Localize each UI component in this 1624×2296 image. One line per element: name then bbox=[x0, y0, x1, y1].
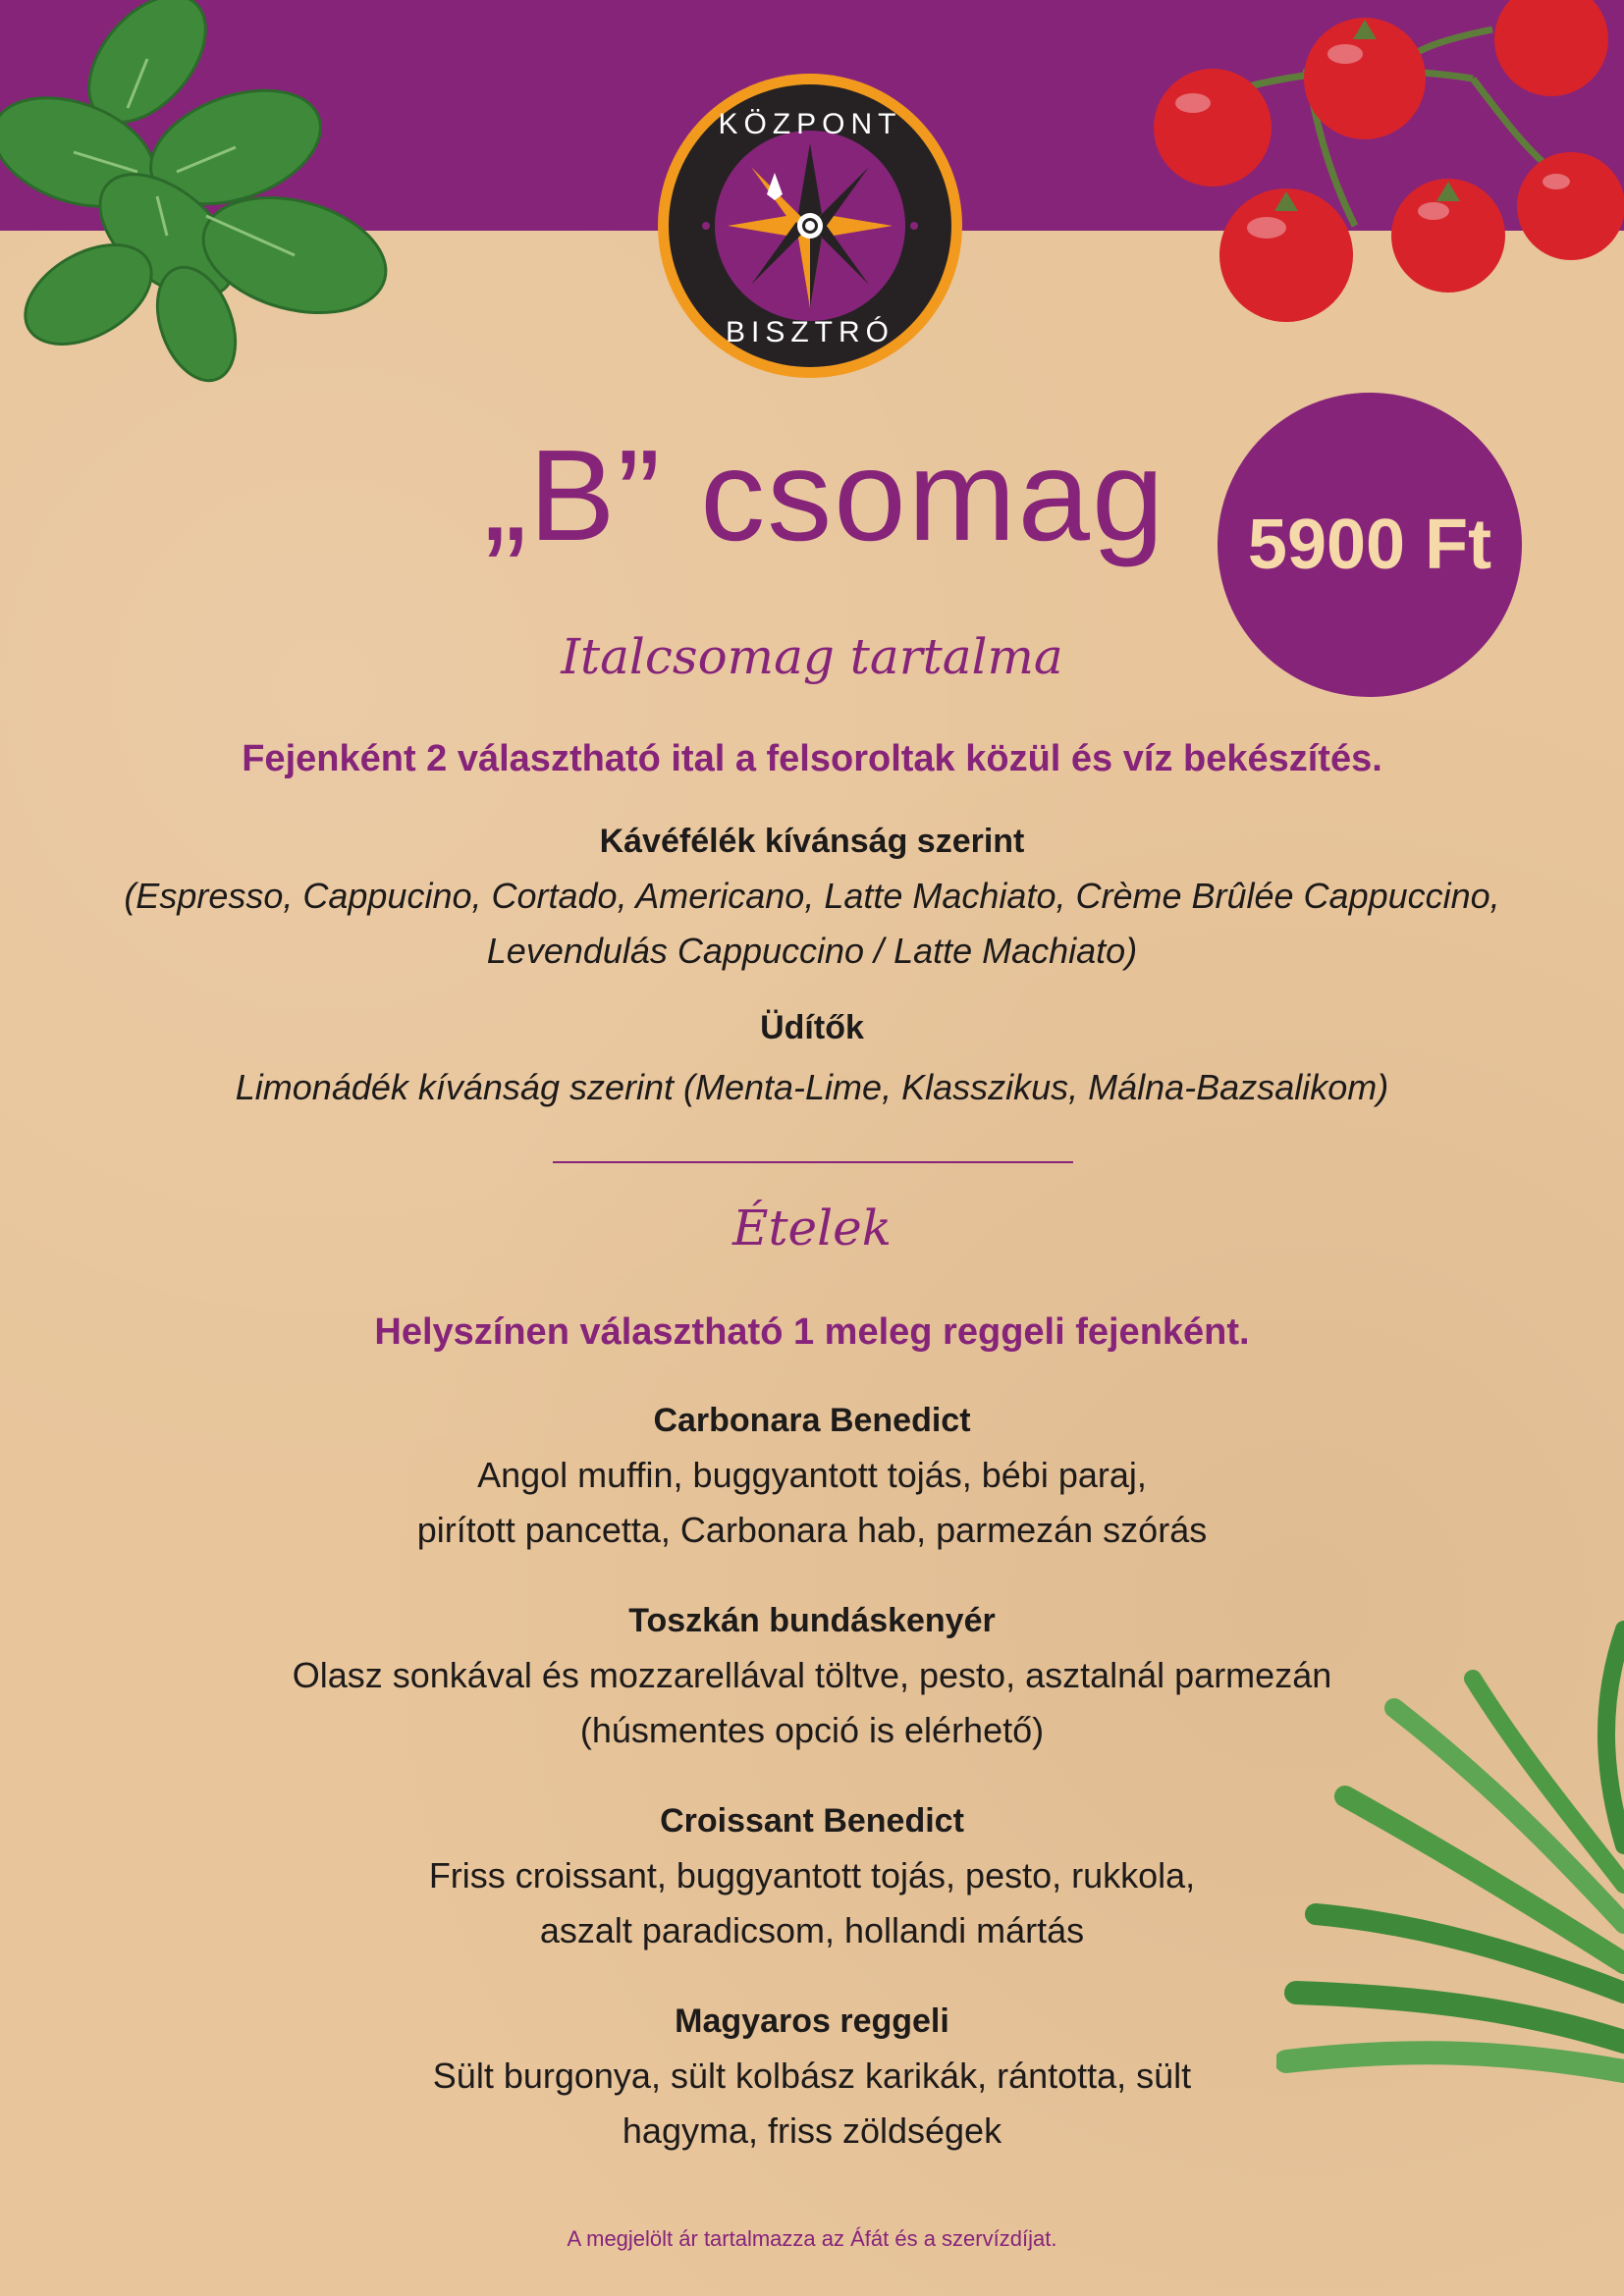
green-onion-icon bbox=[1276, 1551, 1624, 2101]
menu-item-line: pirított pancetta, Carbonara hab, parmezán szórás bbox=[416, 1510, 1208, 1550]
menu-item-line: Sült burgonya, sült kolbász karikák, rántotta, sült bbox=[432, 2056, 1192, 2096]
mint-leaves-icon bbox=[0, 0, 461, 402]
menu-item-line: Olasz sonkával és mozzarellával töltve, pesto, asztalnál parmezán bbox=[292, 1655, 1332, 1695]
food-lead: Helyszínen választható 1 meleg reggeli fejenként. bbox=[374, 1311, 1250, 1353]
drinks-section-title: Italcsomag tartalma bbox=[561, 628, 1063, 685]
section-divider bbox=[553, 1161, 1073, 1163]
drink-group-title: Üdítők bbox=[760, 1009, 864, 1046]
drink-group-title: Kávéfélék kívánság szerint bbox=[599, 823, 1025, 860]
logo-text-bottom: BISZTRÓ bbox=[725, 316, 894, 348]
menu-item-line: Friss croissant, buggyantott tojás, pesto, rukkola, bbox=[428, 1855, 1196, 1896]
page-title: „B” csomag bbox=[483, 423, 1166, 567]
menu-item-line: (húsmentes opció is elérhető) bbox=[579, 1710, 1045, 1750]
menu-item-title: Croissant Benedict bbox=[660, 1802, 964, 1840]
menu-item-line: aszalt paradicsom, hollandi mártás bbox=[539, 1910, 1085, 1950]
drinks-lead: Fejenként 2 választható ital a felsoroltak közül és víz bekészítés. bbox=[242, 738, 1382, 779]
drink-group-line: Limonádék kívánság szerint (Menta-Lime, Klasszikus, Málna-Bazsalikom) bbox=[235, 1067, 1389, 1107]
price-footnote: A megjelölt ár tartalmazza az Áfát és a szervízdíjat. bbox=[567, 2226, 1057, 2251]
menu-item-title: Magyaros reggeli bbox=[675, 2002, 949, 2040]
drink-group-line: (Espresso, Cappucino, Cortado, Americano, Latte Machiato, Crème Brûlée Cappuccino, bbox=[124, 876, 1500, 916]
logo-text-top: KÖZPONT bbox=[718, 108, 902, 140]
menu-item-line: Angol muffin, buggyantott tojás, bébi paraj, bbox=[477, 1455, 1147, 1495]
cherry-tomatoes-icon bbox=[1100, 0, 1624, 353]
menu-item-line: hagyma, friss zöldségek bbox=[622, 2110, 1002, 2151]
menu-item-title: Toszkán bundáskenyér bbox=[628, 1602, 996, 1639]
food-section-title: Ételek bbox=[731, 1200, 893, 1256]
drink-group-line: Levendulás Cappuccino / Latte Machiato) bbox=[486, 931, 1138, 971]
bistro-logo bbox=[658, 74, 962, 378]
menu-item-title: Carbonara Benedict bbox=[653, 1402, 971, 1439]
price-value: 5900 Ft bbox=[1247, 506, 1492, 584]
